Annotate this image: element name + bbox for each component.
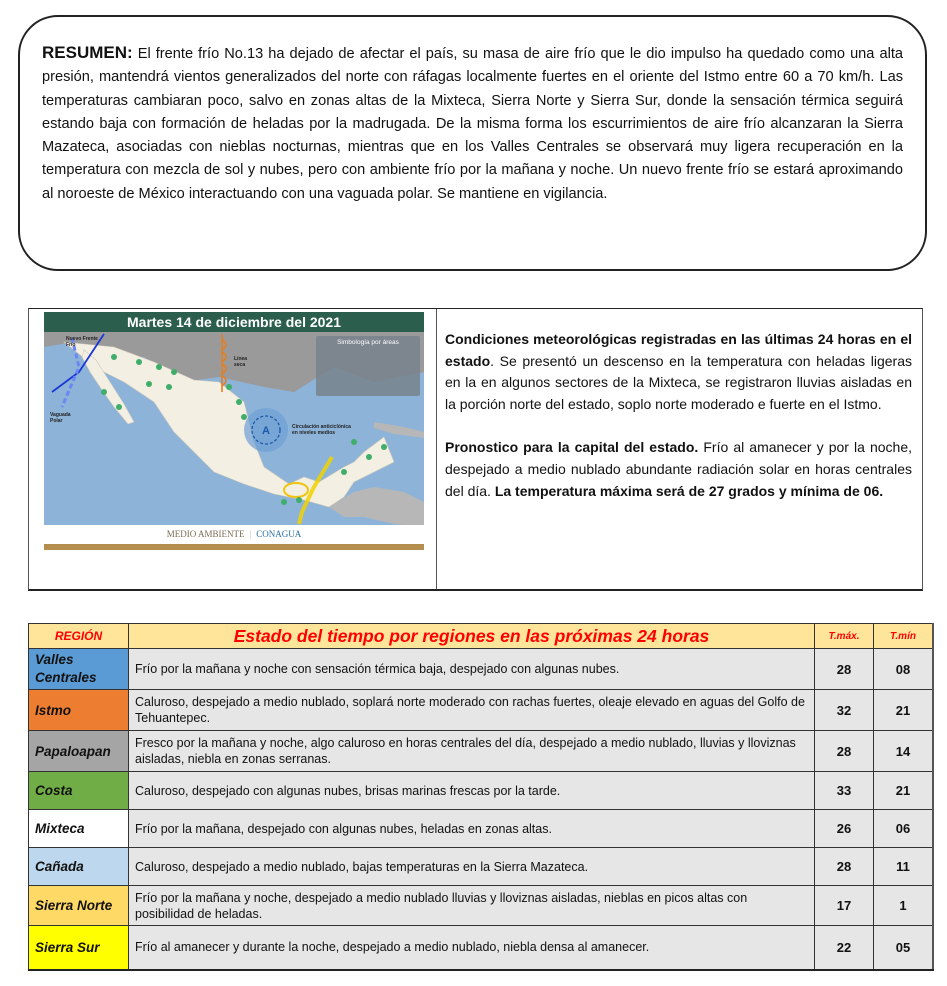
tmin-value: 21 — [874, 772, 934, 810]
tmin-value: 08 — [874, 649, 934, 690]
conditions-paragraph — [445, 329, 912, 415]
tmax-value: 28 — [815, 731, 874, 772]
region-name: Sierra Norte — [29, 886, 129, 926]
header-tmax: T.máx. — [815, 624, 874, 649]
forecast-text: Frío al amanecer y por la noche, despejado a medio nublado abundante radiación solar en horas centrales del día. — [445, 439, 913, 499]
tmin-value: 11 — [874, 848, 934, 886]
header-tmin: T.mín — [874, 624, 934, 649]
region-name: Valles Centrales — [29, 649, 129, 690]
region-desc: Fresco por la mañana y noche, algo caluroso en horas centrales del día, despejado a medio nublado, lluvias y lloviznas aisladas, niebla en zonas serranas. — [129, 731, 815, 772]
summary-box — [18, 15, 927, 271]
region-name: Sierra Sur — [29, 926, 129, 970]
summary-text: El frente frío No.13 ha dejado de afectar el país, su masa de aire frío que le dio impulso ha quedado como una alta presión, mantendrá vientos generalizados del norte con ráfagas localmente fuertes en el oriente del Istmo entre 60 a 70 km/h. Las temperaturas cambiaran poco, salvo en zonas altas de la Mixteca, Sierra Norte y Sierra Sur, donde la sensación térmica seguirá estando baja con formación de heladas por la madrugada. De la misma forma los escurrimientos de aire frío alcanzaran la Sierra Mazateca, asociadas con nieblas nocturnas, mientras que en los Valles Centrales se observará muy ligera recuperación en la temperatura con mezcla de sol y nubes, pero con ambiente frío por la mañana y noche. Un nuevo frente frío se estará aproximando al noroeste de México interactuando con una vaguada polar. Se mantiene en vigilancia. — [42, 46, 903, 202]
tmax-value: 28 — [815, 848, 874, 886]
table-row — [29, 690, 934, 731]
forecast-paragraph — [445, 437, 912, 502]
conditions-text: . Se presentó un descenso en la temperatura con heladas ligeras en la en algunos sectores de la Mixteca, se registraron lluvias aisladas en la porción norte del estado, soplo norte moderado e fuerte en el Istmo. — [445, 352, 912, 412]
label-nuevo-frente: Nuevo Frente Frío — [66, 336, 98, 348]
region-desc: Frío por la mañana y noche, despejado a medio nublado lluvias y lloviznas aisladas, nieblas en picos altas con posibilidad de heladas. — [129, 886, 815, 926]
region-name: Papaloapan — [29, 731, 129, 772]
map-title: Martes 14 de diciembre del 2021 — [44, 312, 424, 332]
table-row — [29, 810, 934, 848]
tmax-value: 32 — [815, 690, 874, 731]
medio-ambiente-logo: MEDIO AMBIENTE — [166, 529, 245, 539]
table-row — [29, 886, 934, 926]
table-row — [29, 848, 934, 886]
weather-map-image — [44, 312, 424, 550]
region-desc: Frío por la mañana, despejado con algunas nubes, heladas en zonas altas. — [129, 810, 815, 848]
tmin-value: 1 — [874, 886, 934, 926]
tmax-value: 33 — [815, 772, 874, 810]
region-desc: Frío por la mañana y noche con sensación térmica baja, despejado con algunas nubes. — [129, 649, 815, 690]
forecast-heading: Pronostico para la capital del estado. — [445, 439, 699, 456]
tmax-value: 28 — [815, 649, 874, 690]
summary-label: RESUMEN: — [42, 43, 133, 62]
forecast-temps: La temperatura máxima será de 27 grados y mínima de 06. — [494, 482, 884, 499]
header-title: Estado del tiempo por regiones en las próximas 24 horas — [129, 624, 815, 649]
conditions-cell — [437, 309, 922, 589]
conagua-logo: CONAGUA — [256, 529, 302, 539]
legend-title: Simbología por áreas — [337, 339, 399, 346]
tmin-value: 21 — [874, 690, 934, 731]
map-legend — [316, 336, 420, 396]
region-desc: Frío al amanecer y durante la noche, despejado a medio nublado, niebla densa al amanecer. — [129, 926, 815, 970]
map-cell — [29, 309, 437, 589]
conditions-heading: Condiciones meteorológicas registradas en las últimas 24 horas en el estado — [445, 331, 912, 369]
table-row — [29, 926, 934, 970]
map-bottom-bar — [44, 544, 424, 550]
tmin-value: 06 — [874, 810, 934, 848]
svg-text:A: A — [262, 425, 270, 437]
regions-forecast-table — [28, 623, 934, 971]
tmax-value: 17 — [815, 886, 874, 926]
region-desc: Caluroso, despejado a medio nublado, soplará norte moderado con rachas fuertes, oleaje elevado en aguas del Golfo de Tehuantepec. — [129, 690, 815, 731]
region-name: Istmo — [29, 690, 129, 731]
map-footer: MEDIO AMBIENTE | CONAGUA — [44, 525, 424, 544]
region-name: Cañada — [29, 848, 129, 886]
label-circulacion: Circulación anticiclónica en niveles medios — [292, 424, 351, 436]
forecast-panel — [28, 308, 923, 591]
tmin-value: 14 — [874, 731, 934, 772]
region-name: Costa — [29, 772, 129, 810]
table-row — [29, 772, 934, 810]
table-row — [29, 731, 934, 772]
region-name: Mixteca — [29, 810, 129, 848]
header-region: REGIÓN — [29, 624, 129, 649]
label-vaguada: Vaguada Polar — [50, 412, 71, 424]
tmax-value: 26 — [815, 810, 874, 848]
summary-paragraph — [42, 41, 903, 206]
label-linea-seca: Línea seca — [234, 356, 248, 368]
region-desc: Caluroso, despejado con algunas nubes, brisas marinas frescas por la tarde. — [129, 772, 815, 810]
tmax-value: 22 — [815, 926, 874, 970]
table-header-row — [29, 624, 934, 649]
tmin-value: 05 — [874, 926, 934, 970]
table-row — [29, 649, 934, 690]
region-desc: Caluroso, despejado a medio nublado, bajas temperaturas en la Sierra Mazateca. — [129, 848, 815, 886]
